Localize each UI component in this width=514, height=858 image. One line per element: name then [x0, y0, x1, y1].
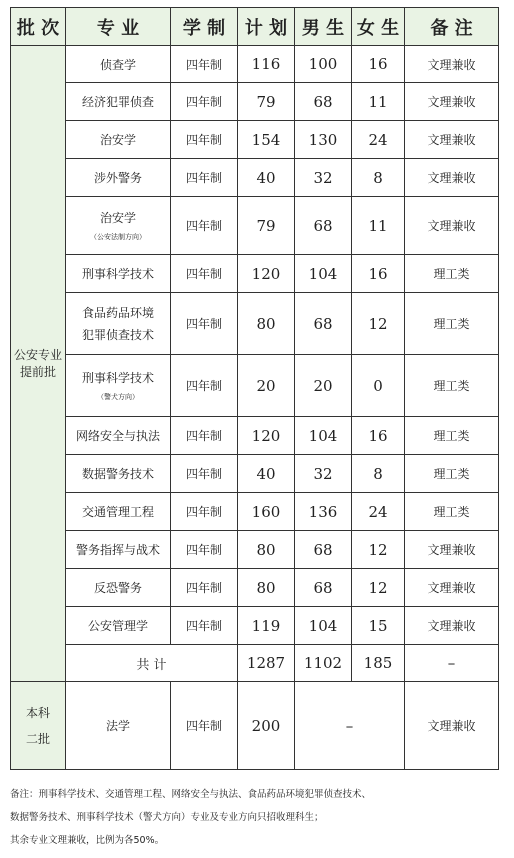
enrollment-plan-table	[10, 7, 499, 770]
major-cell	[66, 607, 171, 645]
male-cell: 104	[295, 417, 352, 455]
duration-cell: 四年制	[171, 493, 238, 531]
table-row	[11, 455, 499, 493]
female-cell: 16	[352, 46, 405, 83]
major-name: 公安管理学	[87, 619, 148, 633]
male-cell: 32	[295, 455, 352, 493]
remark-cell: 理工类	[405, 417, 499, 455]
duration-cell: 四年制	[171, 197, 238, 255]
total-row	[11, 645, 499, 682]
major-name: 交通管理工程	[81, 505, 154, 519]
table-row	[11, 355, 499, 417]
plan-cell: 120	[238, 255, 295, 293]
female-cell: 15	[352, 607, 405, 645]
male-cell: 32	[295, 159, 352, 197]
female-cell: 24	[352, 493, 405, 531]
major-cell	[66, 355, 171, 417]
table-row	[11, 569, 499, 607]
male-cell: 68	[295, 197, 352, 255]
plan-cell: 116	[238, 46, 295, 83]
plan-cell: 79	[238, 83, 295, 121]
male-cell: 104	[295, 607, 352, 645]
female-cell: 0	[352, 355, 405, 417]
male-cell: 68	[295, 293, 352, 355]
major-direction: （警犬方向）	[97, 393, 139, 401]
major-name: 侦查学	[99, 57, 136, 72]
plan-cell: 80	[238, 293, 295, 355]
header-duration: 学 制	[171, 8, 238, 46]
header-remark: 备 注	[405, 8, 499, 46]
footnote	[10, 783, 504, 852]
table-row	[11, 531, 499, 569]
major-cell	[66, 83, 171, 121]
major-cell	[66, 46, 171, 83]
major-name: 网络安全与执法	[75, 429, 160, 443]
header-batch: 批 次	[11, 8, 66, 46]
batch-label-line-2: 二批	[25, 731, 50, 746]
total-remark: –	[405, 645, 499, 682]
female-cell: 8	[352, 159, 405, 197]
remark-cell: 文理兼收	[405, 46, 499, 83]
major-name: 刑事科学技术	[81, 371, 154, 385]
table-row	[11, 197, 499, 255]
remark-cell: 理工类	[405, 355, 499, 417]
plan-cell: 80	[238, 569, 295, 607]
plan-cell: 79	[238, 197, 295, 255]
duration-cell: 四年制	[171, 455, 238, 493]
male-cell: 20	[295, 355, 352, 417]
total-male: 1102	[295, 645, 352, 682]
table-body	[11, 46, 499, 770]
major-name: 食品药品环境犯罪侦查技术	[81, 305, 154, 342]
major-cell	[66, 531, 171, 569]
major-cell: 法学	[66, 682, 171, 770]
major-cell	[66, 417, 171, 455]
major-name: 刑事科学技术	[81, 267, 154, 281]
male-cell: 68	[295, 531, 352, 569]
duration-cell: 四年制	[171, 569, 238, 607]
female-cell: 24	[352, 121, 405, 159]
female-cell: 12	[352, 293, 405, 355]
male-cell: 100	[295, 46, 352, 83]
remark-cell: 文理兼收	[405, 569, 499, 607]
duration-cell: 四年制	[171, 121, 238, 159]
plan-cell: 200	[238, 682, 295, 770]
major-cell	[66, 455, 171, 493]
duration-cell: 四年制	[171, 607, 238, 645]
table-row	[11, 121, 499, 159]
plan-cell: 119	[238, 607, 295, 645]
duration-cell: 四年制	[171, 355, 238, 417]
remark-cell: 理工类	[405, 455, 499, 493]
plan-cell: 160	[238, 493, 295, 531]
female-cell: 12	[352, 569, 405, 607]
table-header-row	[11, 8, 499, 46]
batch-label-line-1: 公安专业	[13, 347, 62, 362]
male-cell: 136	[295, 493, 352, 531]
footnote-line-2: 数据警务技术、刑事科学技术（警犬方向）专业及专业方向只招收理科生；	[10, 812, 324, 823]
plan-cell: 80	[238, 531, 295, 569]
male-cell: 68	[295, 569, 352, 607]
major-name: 数据警务技术	[81, 467, 154, 481]
major-name: 涉外警务	[93, 171, 142, 185]
duration-cell: 四年制	[171, 293, 238, 355]
major-name: 经济犯罪侦查	[81, 95, 154, 109]
female-cell: 16	[352, 417, 405, 455]
duration-cell: 四年制	[171, 46, 238, 83]
remark-cell: 理工类	[405, 493, 499, 531]
batch-label-line-2: 提前批	[19, 364, 56, 379]
duration-cell: 四年制	[171, 159, 238, 197]
table-row	[11, 46, 499, 83]
total-female: 185	[352, 645, 405, 682]
table-row	[11, 83, 499, 121]
header-male: 男 生	[295, 8, 352, 46]
remark-cell: 文理兼收	[405, 159, 499, 197]
major-name: 警务指挥与战术	[75, 543, 160, 557]
table-row	[11, 293, 499, 355]
plan-cell: 40	[238, 159, 295, 197]
duration-cell: 四年制	[171, 83, 238, 121]
remark-cell: 文理兼收	[405, 682, 499, 770]
major-name: 治安学	[99, 211, 136, 225]
footnote-line-3: 其余专业文理兼收，比例为各50%。	[10, 835, 165, 846]
female-cell: 11	[352, 197, 405, 255]
batch-label-line-1: 本科	[25, 705, 50, 720]
remark-cell: 理工类	[405, 255, 499, 293]
major-name: 治安学	[99, 133, 136, 147]
header-plan: 计 划	[238, 8, 295, 46]
header-major: 专 业	[66, 8, 171, 46]
footnote-line-1: 备注：刑事科学技术、交通管理工程、网络安全与执法、食品药品环境犯罪侦查技术、	[10, 789, 372, 800]
table-row	[11, 255, 499, 293]
major-cell	[66, 197, 171, 255]
remark-cell: 文理兼收	[405, 83, 499, 121]
table-row	[11, 417, 499, 455]
duration-cell: 四年制	[171, 531, 238, 569]
major-cell	[66, 159, 171, 197]
plan-cell: 120	[238, 417, 295, 455]
major-direction: （公安法制方向）	[90, 233, 146, 241]
female-cell: 8	[352, 455, 405, 493]
table-row	[11, 607, 499, 645]
plan-cell: 154	[238, 121, 295, 159]
header-female: 女 生	[352, 8, 405, 46]
remark-cell: 文理兼收	[405, 607, 499, 645]
duration-cell: 四年制	[171, 682, 238, 770]
major-cell	[66, 569, 171, 607]
plan-cell: 20	[238, 355, 295, 417]
gender-cell: –	[295, 682, 405, 770]
table-row	[11, 682, 499, 770]
table-row	[11, 493, 499, 531]
total-label: 共 计	[66, 645, 238, 682]
female-cell: 11	[352, 83, 405, 121]
total-plan: 1287	[238, 645, 295, 682]
major-name: 反恐警务	[93, 581, 142, 595]
remark-cell: 文理兼收	[405, 531, 499, 569]
major-cell	[66, 293, 171, 355]
batch-cell-early	[11, 46, 66, 682]
table-row	[11, 159, 499, 197]
batch-cell-second	[11, 682, 66, 770]
duration-cell: 四年制	[171, 417, 238, 455]
remark-cell: 理工类	[405, 293, 499, 355]
male-cell: 104	[295, 255, 352, 293]
plan-cell: 40	[238, 455, 295, 493]
remark-cell: 文理兼收	[405, 197, 499, 255]
male-cell: 68	[295, 83, 352, 121]
female-cell: 12	[352, 531, 405, 569]
major-cell	[66, 255, 171, 293]
remark-cell: 文理兼收	[405, 121, 499, 159]
major-cell	[66, 121, 171, 159]
male-cell: 130	[295, 121, 352, 159]
major-cell	[66, 493, 171, 531]
duration-cell: 四年制	[171, 255, 238, 293]
female-cell: 16	[352, 255, 405, 293]
